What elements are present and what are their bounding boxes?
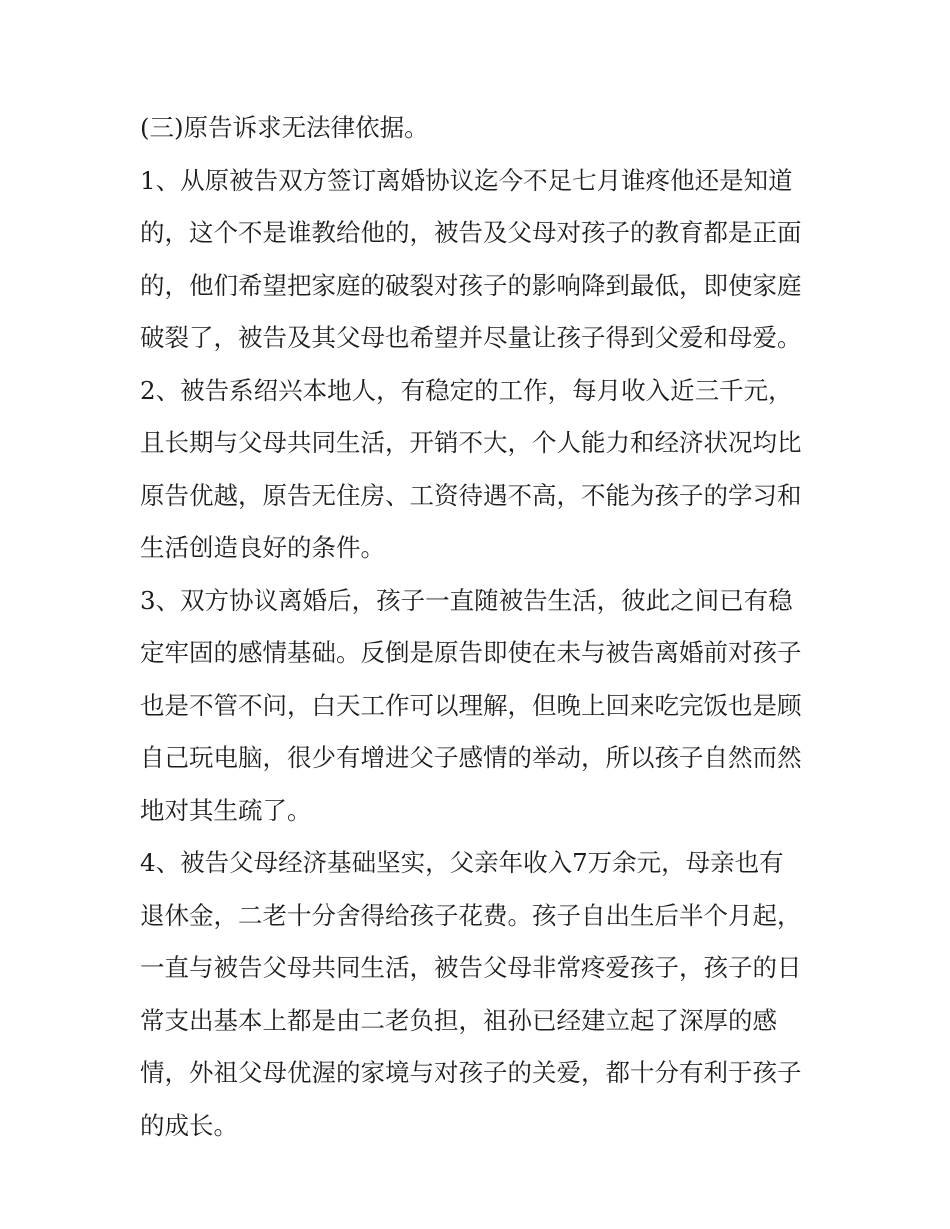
text-line: 生活创造良好的条件。 (140, 533, 385, 562)
text-line: 1、从原被告双方签订离婚协议迄今不足七月谁疼他还是知道 (140, 165, 793, 195)
text-line: 情，外祖父母优渥的家境与对孩子的关爱，都十分有利于孩子 (140, 1058, 802, 1087)
text-line: 且长期与父母共同生活，开销不大，个人能力和经济状况均比 (140, 428, 802, 457)
text-line: 也是不管不问，白天工作可以理解，但晚上回来吃完饭也是顾 (140, 690, 802, 720)
text-line: 的，这个不是谁教给他的，被告及父母对孩子的教育都是正面 (140, 218, 802, 247)
text-line: 一直与被告父母共同生活，被告父母非常疼爱孩子，孩子的日 (140, 953, 802, 982)
document-body (140, 102, 816, 1152)
text-line: 自己玩电脑，很少有增进父子感情的举动，所以孩子自然而然 (140, 743, 802, 772)
text-line: 的成长。 (140, 1110, 238, 1140)
text-line: 破裂了，被告及其父母也希望并尽量让孩子得到父爱和母爱。 (140, 323, 802, 352)
text-line: 4、被告父母经济基础坚实，父亲年收入7万余元，母亲也有 (140, 848, 784, 877)
text-line: 原告优越，原告无住房、工资待遇不高，不能为孩子的学习和 (140, 480, 802, 510)
text-line: 定牢固的感情基础。反倒是原告即使在未与被告离婚前对孩子 (140, 638, 802, 667)
text-line: 退休金，二老十分舍得给孩子花费。孩子自出生后半个月起， (140, 900, 802, 930)
text-line: 地对其生疏了。 (140, 795, 312, 825)
section-heading: (三)原告诉求无法律依据。 (140, 113, 429, 142)
text-line: 2、被告系绍兴本地人，有稳定的工作，每月收入近三千元， (140, 375, 793, 405)
text-line: 3、双方协议离婚后，孩子一直随被告生活，彼此之间已有稳 (140, 585, 793, 615)
text-line: 的，他们希望把家庭的破裂对孩子的影响降到最低，即使家庭 (140, 270, 802, 300)
text-line: 常支出基本上都是由二老负担，祖孙已经建立起了深厚的感 (140, 1005, 777, 1035)
